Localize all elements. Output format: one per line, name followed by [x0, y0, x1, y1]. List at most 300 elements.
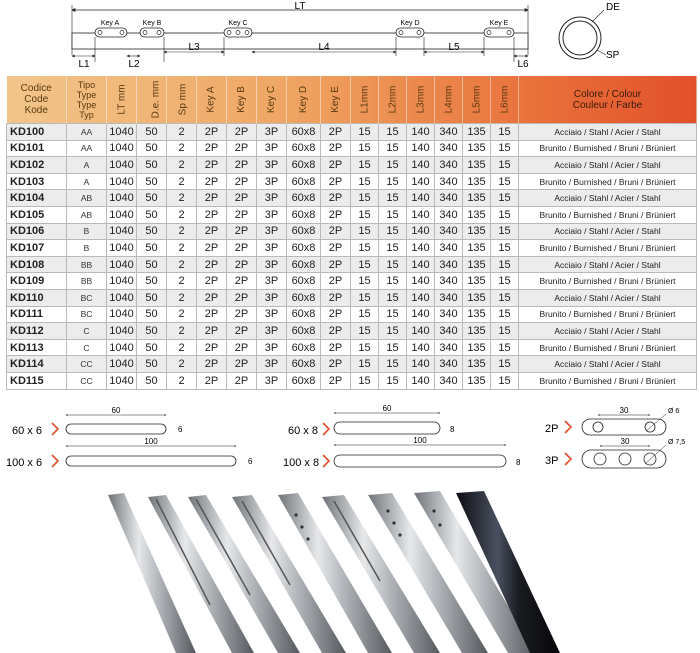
header-key-a: Key A: [197, 76, 227, 124]
table-cell: 3P: [257, 339, 287, 356]
table-cell: 2P: [197, 372, 227, 389]
table-cell: 1040: [107, 157, 137, 174]
table-cell: 15: [379, 240, 407, 257]
table-row: [7, 173, 697, 190]
table-cell: 2P: [227, 323, 257, 340]
product-code-cell: KD100: [7, 124, 67, 141]
table-cell: 2P: [227, 190, 257, 207]
table-row: [7, 256, 697, 273]
table-cell: 50: [137, 256, 167, 273]
table-cell: 50: [137, 323, 167, 340]
table-cell: 3P: [257, 190, 287, 207]
table-cell: 15: [379, 223, 407, 240]
table-cell: 60x8: [287, 372, 321, 389]
l2-label: L2: [128, 59, 140, 70]
table-cell: 2: [167, 256, 197, 273]
table-cell: 2P: [197, 190, 227, 207]
key-slot-c: [224, 20, 252, 37]
table-cell: 340: [435, 289, 463, 306]
table-row: [7, 323, 697, 340]
product-code-cell: KD106: [7, 223, 67, 240]
table-cell: 340: [435, 372, 463, 389]
table-cell: 135: [463, 173, 491, 190]
table-cell: 2P: [321, 256, 351, 273]
table-cell: 50: [137, 289, 167, 306]
table-cell: B: [67, 240, 107, 257]
header-key-d: Key D: [287, 76, 321, 124]
table-cell: 1040: [107, 124, 137, 141]
table-cell: 2P: [321, 190, 351, 207]
table-cell: 15: [379, 306, 407, 323]
l5-label: L5: [448, 42, 460, 53]
svg-text:60 x 8: 60 x 8: [288, 425, 318, 437]
table-cell: 60x8: [287, 223, 321, 240]
table-cell: 2P: [197, 124, 227, 141]
product-code-cell: KD114: [7, 356, 67, 373]
sp-label: SP: [606, 50, 620, 61]
table-cell: 15: [379, 356, 407, 373]
table-cell: 2P: [321, 356, 351, 373]
colour-cell: Brunito / Burnished / Bruni / Brüniert: [519, 140, 697, 157]
table-cell: 2P: [227, 372, 257, 389]
header-key-e: Key E: [321, 76, 351, 124]
header-type: Tipo Type Type Typ: [67, 76, 107, 124]
table-row: [7, 356, 697, 373]
table-cell: 15: [491, 339, 519, 356]
table-cell: 140: [407, 223, 435, 240]
table-cell: 2P: [321, 372, 351, 389]
table-cell: 15: [491, 289, 519, 306]
table-cell: AB: [67, 206, 107, 223]
table-cell: 2P: [227, 223, 257, 240]
table-cell: 140: [407, 306, 435, 323]
table-cell: 60x8: [287, 339, 321, 356]
table-cell: 2P: [197, 256, 227, 273]
table-cell: 340: [435, 206, 463, 223]
table-cell: BB: [67, 273, 107, 290]
colour-cell: Brunito / Burnished / Bruni / Brüniert: [519, 206, 697, 223]
table-cell: 50: [137, 372, 167, 389]
colour-cell: Acciaio / Stahl / Acier / Stahl: [519, 356, 697, 373]
table-cell: 340: [435, 339, 463, 356]
slot-60x8: [288, 404, 455, 437]
table-cell: 15: [379, 372, 407, 389]
table-cell: 15: [491, 323, 519, 340]
table-cell: 50: [137, 223, 167, 240]
table-cell: 140: [407, 372, 435, 389]
table-cell: 15: [491, 256, 519, 273]
table-cell: 2: [167, 223, 197, 240]
table-cell: 2P: [321, 206, 351, 223]
table-cell: 2P: [321, 173, 351, 190]
product-code-cell: KD115: [7, 372, 67, 389]
product-code-cell: KD102: [7, 157, 67, 174]
table-cell: 60x8: [287, 356, 321, 373]
table-cell: 340: [435, 356, 463, 373]
table-cell: 140: [407, 157, 435, 174]
table-cell: 3P: [257, 323, 287, 340]
table-cell: 2: [167, 273, 197, 290]
l6-label: L6: [517, 59, 529, 70]
table-cell: 15: [491, 223, 519, 240]
table-cell: 135: [463, 157, 491, 174]
product-code-cell: KD113: [7, 339, 67, 356]
colour-cell: Acciaio / Stahl / Acier / Stahl: [519, 157, 697, 174]
table-cell: 1040: [107, 256, 137, 273]
header-l5: L5mm: [463, 76, 491, 124]
table-cell: 140: [407, 173, 435, 190]
table-cell: 2P: [197, 173, 227, 190]
svg-text:Key B: Key B: [142, 20, 162, 27]
table-cell: 135: [463, 306, 491, 323]
table-cell: 2P: [227, 140, 257, 157]
key-slot-d: [396, 20, 424, 37]
colour-cell: Acciaio / Stahl / Acier / Stahl: [519, 190, 697, 207]
table-cell: 2P: [197, 240, 227, 257]
product-code-cell: KD108: [7, 256, 67, 273]
table-cell: 3P: [257, 372, 287, 389]
table-cell: 2P: [227, 173, 257, 190]
table-cell: 15: [351, 372, 379, 389]
table-cell: 2P: [227, 289, 257, 306]
table-cell: 15: [379, 273, 407, 290]
colour-cell: Acciaio / Stahl / Acier / Stahl: [519, 323, 697, 340]
table-cell: 15: [379, 339, 407, 356]
table-cell: 15: [491, 240, 519, 257]
table-cell: 135: [463, 124, 491, 141]
table-row: [7, 140, 697, 157]
svg-text:Key E: Key E: [489, 20, 509, 27]
table-cell: 1040: [107, 323, 137, 340]
lt-label: LT: [294, 1, 306, 12]
l4-label: L4: [318, 42, 330, 53]
table-cell: 135: [463, 323, 491, 340]
colour-cell: Brunito / Burnished / Bruni / Brüniert: [519, 173, 697, 190]
svg-text:6: 6: [178, 425, 183, 434]
table-cell: 2: [167, 124, 197, 141]
table-cell: 2P: [227, 240, 257, 257]
table-cell: 340: [435, 140, 463, 157]
key-slot-a: [95, 20, 127, 37]
table-cell: 15: [491, 173, 519, 190]
table-cell: 140: [407, 339, 435, 356]
colour-cell: Brunito / Burnished / Bruni / Brüniert: [519, 339, 697, 356]
table-cell: 1040: [107, 223, 137, 240]
table-cell: 50: [137, 206, 167, 223]
table-cell: 50: [137, 306, 167, 323]
table-cell: 3P: [257, 223, 287, 240]
table-cell: 3P: [257, 173, 287, 190]
product-code-cell: KD101: [7, 140, 67, 157]
table-cell: 2P: [197, 289, 227, 306]
table-cell: 60x8: [287, 124, 321, 141]
table-cell: 15: [491, 273, 519, 290]
table-row: [7, 240, 697, 257]
table-cell: 2P: [321, 223, 351, 240]
table-cell: B: [67, 223, 107, 240]
table-cell: 60x8: [287, 206, 321, 223]
de-label: DE: [606, 2, 620, 13]
table-cell: 15: [491, 306, 519, 323]
svg-text:Key D: Key D: [400, 20, 420, 27]
product-code-cell: KD109: [7, 273, 67, 290]
table-cell: 2P: [197, 339, 227, 356]
table-cell: 2: [167, 206, 197, 223]
table-cell: 15: [379, 173, 407, 190]
table-cell: CC: [67, 356, 107, 373]
table-cell: 340: [435, 240, 463, 257]
svg-text:6: 6: [248, 457, 253, 466]
table-cell: 50: [137, 140, 167, 157]
table-cell: 340: [435, 124, 463, 141]
table-cell: 15: [491, 190, 519, 207]
table-cell: 15: [351, 190, 379, 207]
svg-text:Ø 7,5: Ø 7,5: [668, 439, 686, 446]
table-cell: 50: [137, 124, 167, 141]
table-row: [7, 190, 697, 207]
svg-text:8: 8: [516, 458, 521, 467]
table-cell: 15: [351, 140, 379, 157]
product-table: [6, 76, 697, 390]
table-cell: 15: [379, 157, 407, 174]
tube-product-photo: [0, 485, 700, 653]
table-cell: 2P: [321, 140, 351, 157]
table-cell: 3P: [257, 206, 287, 223]
table-cell: 340: [435, 306, 463, 323]
svg-text:100 x 8: 100 x 8: [283, 457, 320, 469]
key-slot-b: [140, 20, 164, 37]
table-cell: 2: [167, 339, 197, 356]
table-cell: C: [67, 339, 107, 356]
header-l6: L6mm: [491, 76, 519, 124]
header-l3: L3mm: [407, 76, 435, 124]
product-code-cell: KD110: [7, 289, 67, 306]
svg-text:30: 30: [619, 406, 629, 415]
table-cell: 135: [463, 240, 491, 257]
tube-1: [108, 493, 196, 653]
table-cell: 2P: [227, 124, 257, 141]
product-code-cell: KD105: [7, 206, 67, 223]
table-cell: 15: [491, 157, 519, 174]
svg-text:Ø 6: Ø 6: [668, 408, 680, 415]
table-cell: 2P: [321, 306, 351, 323]
table-cell: 2P: [227, 256, 257, 273]
table-cell: 3P: [257, 306, 287, 323]
table-cell: 15: [351, 273, 379, 290]
table-cell: 2P: [227, 206, 257, 223]
table-cell: A: [67, 157, 107, 174]
table-cell: 15: [351, 356, 379, 373]
table-cell: 135: [463, 190, 491, 207]
table-cell: 1040: [107, 356, 137, 373]
svg-text:100: 100: [413, 436, 427, 445]
table-cell: 140: [407, 240, 435, 257]
colour-cell: Acciaio / Stahl / Acier / Stahl: [519, 256, 697, 273]
table-cell: 2: [167, 173, 197, 190]
table-cell: 50: [137, 240, 167, 257]
tube-cross-section: [559, 2, 620, 61]
table-cell: 15: [491, 356, 519, 373]
colour-cell: Brunito / Burnished / Bruni / Brüniert: [519, 273, 697, 290]
table-cell: 2: [167, 306, 197, 323]
table-row: [7, 206, 697, 223]
table-cell: 1040: [107, 273, 137, 290]
svg-text:100: 100: [144, 437, 158, 446]
colour-cell: Brunito / Burnished / Bruni / Brüniert: [519, 372, 697, 389]
table-cell: 135: [463, 356, 491, 373]
table-cell: 15: [379, 289, 407, 306]
table-cell: 140: [407, 356, 435, 373]
header-lt: LT mm: [107, 76, 137, 124]
table-cell: 2: [167, 323, 197, 340]
table-cell: 50: [137, 273, 167, 290]
hole-pattern-2p: [545, 406, 679, 435]
key-slot-e: [484, 20, 514, 37]
table-cell: 15: [351, 240, 379, 257]
table-cell: 50: [137, 339, 167, 356]
table-cell: 15: [351, 157, 379, 174]
table-cell: 1040: [107, 190, 137, 207]
table-cell: 2P: [227, 339, 257, 356]
tube-dimension-diagram: [0, 0, 700, 75]
table-cell: 140: [407, 140, 435, 157]
svg-text:Key A: Key A: [100, 20, 120, 27]
l1-label: L1: [78, 59, 90, 70]
table-cell: 15: [491, 124, 519, 141]
table-cell: 15: [351, 289, 379, 306]
header-colour: Colore / Colour Couleur / Farbe: [519, 76, 697, 124]
table-cell: 340: [435, 273, 463, 290]
table-cell: 2P: [321, 157, 351, 174]
table-cell: A: [67, 173, 107, 190]
table-cell: 50: [137, 173, 167, 190]
table-cell: 15: [351, 256, 379, 273]
table-cell: 3P: [257, 124, 287, 141]
product-code-cell: KD111: [7, 306, 67, 323]
svg-text:60 x 6: 60 x 6: [12, 425, 42, 437]
table-cell: 2P: [197, 356, 227, 373]
table-cell: 2P: [227, 273, 257, 290]
table-row: [7, 273, 697, 290]
slot-100x8: [283, 436, 521, 469]
table-cell: 15: [351, 173, 379, 190]
table-row: [7, 157, 697, 174]
table-cell: 3P: [257, 256, 287, 273]
table-cell: 15: [491, 206, 519, 223]
table-cell: AA: [67, 124, 107, 141]
colour-cell: Brunito / Burnished / Bruni / Brüniert: [519, 306, 697, 323]
table-cell: 135: [463, 289, 491, 306]
table-cell: 2: [167, 289, 197, 306]
table-cell: 1040: [107, 306, 137, 323]
table-cell: 135: [463, 372, 491, 389]
table-row: [7, 372, 697, 389]
table-cell: BB: [67, 256, 107, 273]
header-l4: L4mm: [435, 76, 463, 124]
table-cell: 1040: [107, 372, 137, 389]
table-cell: 60x8: [287, 323, 321, 340]
table-cell: 3P: [257, 356, 287, 373]
colour-cell: Brunito / Burnished / Bruni / Brüniert: [519, 240, 697, 257]
hole-pattern-3p: [545, 437, 685, 468]
table-cell: 140: [407, 323, 435, 340]
table-cell: 3P: [257, 273, 287, 290]
table-cell: 1040: [107, 173, 137, 190]
table-cell: 60x8: [287, 173, 321, 190]
table-cell: 2P: [197, 323, 227, 340]
table-cell: 2P: [321, 289, 351, 306]
table-cell: 340: [435, 323, 463, 340]
table-cell: 1040: [107, 240, 137, 257]
table-cell: 140: [407, 289, 435, 306]
table-cell: 2P: [321, 124, 351, 141]
colour-cell: Acciaio / Stahl / Acier / Stahl: [519, 124, 697, 141]
svg-text:2P: 2P: [545, 423, 559, 435]
table-cell: 15: [379, 256, 407, 273]
table-cell: 340: [435, 157, 463, 174]
table-cell: 135: [463, 223, 491, 240]
svg-text:3P: 3P: [545, 455, 559, 467]
table-cell: 340: [435, 223, 463, 240]
table-cell: 2P: [321, 339, 351, 356]
table-cell: C: [67, 323, 107, 340]
table-cell: BC: [67, 306, 107, 323]
svg-text:100 x 6: 100 x 6: [6, 457, 43, 469]
table-cell: 15: [351, 339, 379, 356]
table-cell: 15: [379, 190, 407, 207]
colour-cell: Acciaio / Stahl / Acier / Stahl: [519, 223, 697, 240]
header-l1: L1mm: [351, 76, 379, 124]
table-cell: 60x8: [287, 190, 321, 207]
product-code-cell: KD103: [7, 173, 67, 190]
slot-detail-diagrams: [0, 400, 700, 482]
table-cell: 340: [435, 190, 463, 207]
table-cell: 15: [351, 323, 379, 340]
table-cell: 340: [435, 256, 463, 273]
table-cell: 140: [407, 256, 435, 273]
table-cell: 135: [463, 140, 491, 157]
table-cell: 2: [167, 157, 197, 174]
table-cell: 140: [407, 124, 435, 141]
table-cell: 50: [137, 157, 167, 174]
header-sp: Sp mm: [167, 76, 197, 124]
svg-text:Key C: Key C: [228, 20, 248, 27]
table-cell: 2P: [197, 223, 227, 240]
table-cell: 1040: [107, 339, 137, 356]
colour-cell: Acciaio / Stahl / Acier / Stahl: [519, 289, 697, 306]
svg-text:60: 60: [382, 404, 392, 413]
table-cell: 60x8: [287, 289, 321, 306]
table-cell: 15: [379, 124, 407, 141]
table-cell: AA: [67, 140, 107, 157]
table-cell: 2: [167, 190, 197, 207]
table-cell: CC: [67, 372, 107, 389]
table-cell: 3P: [257, 240, 287, 257]
table-cell: 2P: [227, 157, 257, 174]
table-cell: 3P: [257, 289, 287, 306]
table-cell: 60x8: [287, 240, 321, 257]
table-cell: 140: [407, 273, 435, 290]
table-cell: BC: [67, 289, 107, 306]
svg-text:8: 8: [450, 425, 455, 434]
table-row: [7, 223, 697, 240]
table-cell: 2P: [197, 206, 227, 223]
table-cell: 1040: [107, 206, 137, 223]
table-cell: 140: [407, 190, 435, 207]
header-code: Codice Code Kode: [7, 76, 67, 124]
table-cell: 135: [463, 339, 491, 356]
table-cell: 60x8: [287, 273, 321, 290]
